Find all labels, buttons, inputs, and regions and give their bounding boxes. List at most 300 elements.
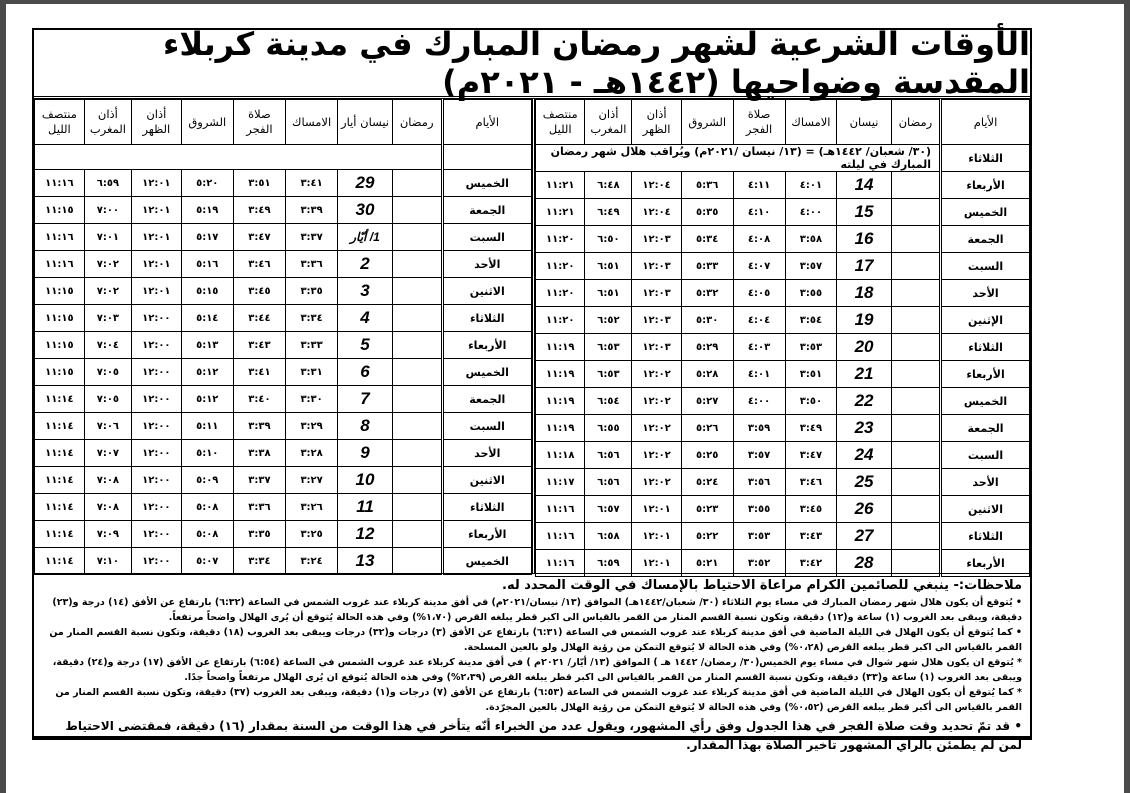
gregorian-date-cell: 5 xyxy=(338,332,393,359)
imsak-cell: ٣:٣٩ xyxy=(286,197,338,224)
header-cell: صلاة الفجر xyxy=(233,100,285,145)
notes-heading: ملاحظات:- ينبغي للصائمين الكرام مراعاة الاحتياط بالإمساك في الوقت المحدد له. xyxy=(502,578,1022,593)
gregorian-date-cell: 1/ أيّار xyxy=(338,224,393,251)
maghrib-cell: ٦:٥٩ xyxy=(84,170,131,197)
maghrib-cell: ٦:٥٦ xyxy=(585,469,632,496)
gregorian-date-cell: 24 xyxy=(837,442,891,469)
day-cell: الاثنين xyxy=(442,278,531,305)
midnight-cell: ١١:١٥ xyxy=(35,359,85,386)
ramadan-cell xyxy=(392,413,442,440)
day-cell: الإثنين xyxy=(941,307,1030,334)
timetable-right-grid xyxy=(535,99,1030,577)
header-cell: الأيام xyxy=(442,100,531,145)
header-cell: منتصف الليل xyxy=(536,100,585,145)
header-cell: الأيام xyxy=(941,100,1030,145)
gregorian-date-cell: 10 xyxy=(338,467,393,494)
maghrib-cell: ٦:٥٤ xyxy=(585,388,632,415)
gregorian-date-cell: 27 xyxy=(837,523,891,550)
sunrise-cell: ٥:٣٣ xyxy=(681,253,733,280)
dhuhr-cell: ١٢:٠٢ xyxy=(632,361,681,388)
gregorian-date-cell: 20 xyxy=(837,334,891,361)
midnight-cell: ١١:١٤ xyxy=(35,413,85,440)
dhuhr-cell: ١٢:٠١ xyxy=(632,496,681,523)
maghrib-cell: ٦:٥١ xyxy=(585,280,632,307)
imsak-cell: ٣:٢٦ xyxy=(286,494,338,521)
day-cell: الأربعاء xyxy=(941,172,1030,199)
ramadan-cell xyxy=(392,224,442,251)
viewer-frame-left xyxy=(0,0,6,793)
maghrib-cell: ٧:٠٥ xyxy=(84,386,131,413)
maghrib-cell: ٦:٤٨ xyxy=(585,172,632,199)
gregorian-date-cell: 22 xyxy=(837,388,891,415)
midnight-cell: ١١:٢١ xyxy=(536,199,585,226)
ramadan-cell xyxy=(891,199,940,226)
gregorian-date-cell: 2 xyxy=(338,251,393,278)
fajr-cell: ٤:١٠ xyxy=(733,199,785,226)
gregorian-date-cell: 19 xyxy=(837,307,891,334)
page-title: الأوقات الشرعية لشهر رمضان المبارك في مدينة كربلاء المقدسة وضواحيها (١٤٤٢هـ - ٢٠٢١م) xyxy=(34,30,1030,99)
ramadan-cell xyxy=(891,334,940,361)
dhuhr-cell: ١٢:٠١ xyxy=(131,251,181,278)
maghrib-cell: ٧:٠٢ xyxy=(84,251,131,278)
gregorian-date-cell: 18 xyxy=(837,280,891,307)
table-row xyxy=(35,197,532,224)
day-cell: الثلاثاء xyxy=(941,334,1030,361)
imsak-cell: ٣:٥٨ xyxy=(785,226,837,253)
sunrise-cell: ٥:١٩ xyxy=(181,197,233,224)
header-cell: الامساك xyxy=(286,100,338,145)
sunrise-cell: ٥:١٦ xyxy=(181,251,233,278)
dhuhr-cell: ١٢:٠٠ xyxy=(131,548,181,575)
header-cell: الامساك xyxy=(785,100,837,145)
announce-row xyxy=(536,145,1030,172)
ramadan-cell xyxy=(891,226,940,253)
day-cell: الثلاثاء xyxy=(442,305,531,332)
empty-cell xyxy=(35,145,443,170)
sunrise-cell: ٥:١٢ xyxy=(181,386,233,413)
maghrib-cell: ٧:٠٢ xyxy=(84,278,131,305)
maghrib-cell: ٧:٠٣ xyxy=(84,305,131,332)
dhuhr-cell: ١٢:٠٠ xyxy=(131,440,181,467)
announce-text: (٣٠/ شعبان/ ١٤٤٢هـ) = (١٣/ نيسان /٢٠٢١م) ويُراقب هلال شهر رمضان المبارك في ليلته xyxy=(536,145,941,172)
gregorian-date-cell: 4 xyxy=(338,305,393,332)
sunrise-cell: ٥:١٧ xyxy=(181,224,233,251)
header-cell: صلاة الفجر xyxy=(733,100,785,145)
day-cell: الجمعة xyxy=(941,415,1030,442)
imsak-cell: ٣:٢٨ xyxy=(286,440,338,467)
dhuhr-cell: ١٢:٠٠ xyxy=(131,413,181,440)
notes-section xyxy=(34,574,1030,755)
fajr-cell: ٤:٠٧ xyxy=(733,253,785,280)
sunrise-cell: ٥:٠٧ xyxy=(181,548,233,575)
midnight-cell: ١١:١٤ xyxy=(35,467,85,494)
maghrib-cell: ٧:٠٥ xyxy=(84,359,131,386)
note-item: • كما يُتوقع أن يكون الهلال في الليلة الماضية في أفق مدينة كربلاء عند غروب الشمس في الساعة (٦:٣١) بارتفاع عن الأفق (٣) درجات و(٣٢) درجات ويبقى بعد الغروب (١٨) دقيقة، وتكون نسبة القسم المنار من القمر بالقياس الى اكبر قطر يبلغه القرص (٠،٢٨%) وفي هذه الحالة لا يُتوقع التمكن من رؤية الهلال ولو بالعين المسلحة. xyxy=(49,627,1022,653)
maghrib-cell: ٧:٠٩ xyxy=(84,521,131,548)
table-row xyxy=(536,307,1030,334)
maghrib-cell: ٧:٠٨ xyxy=(84,467,131,494)
dhuhr-cell: ١٢:٠١ xyxy=(131,170,181,197)
fajr-cell: ٤:٠٣ xyxy=(733,334,785,361)
ramadan-cell xyxy=(392,170,442,197)
table-row xyxy=(536,442,1030,469)
table-row xyxy=(536,226,1030,253)
dhuhr-cell: ١٢:٠٢ xyxy=(632,415,681,442)
gregorian-date-cell: 29 xyxy=(338,170,393,197)
dhuhr-cell: ١٢:٠٤ xyxy=(632,199,681,226)
dhuhr-cell: ١٢:٠٣ xyxy=(632,334,681,361)
gregorian-date-cell: 28 xyxy=(837,550,891,577)
ramadan-cell xyxy=(891,388,940,415)
imsak-cell: ٣:٣٤ xyxy=(286,305,338,332)
dhuhr-cell: ١٢:٠٠ xyxy=(131,386,181,413)
maghrib-cell: ٦:٥٦ xyxy=(585,442,632,469)
sunrise-cell: ٥:٢٣ xyxy=(681,496,733,523)
day-cell: الجمعة xyxy=(941,226,1030,253)
fajr-cell: ٣:٤٤ xyxy=(233,305,285,332)
table-row xyxy=(536,253,1030,280)
midnight-cell: ١١:٢٠ xyxy=(536,226,585,253)
fajr-cell: ٣:٤١ xyxy=(233,359,285,386)
day-cell: الأحد xyxy=(941,469,1030,496)
sunrise-cell: ٥:١٠ xyxy=(181,440,233,467)
midnight-cell: ١١:١٦ xyxy=(35,224,85,251)
header-cell: نيسان xyxy=(837,100,891,145)
midnight-cell: ١١:١٧ xyxy=(536,469,585,496)
document-page xyxy=(32,25,1032,752)
midnight-cell: ١١:٢٠ xyxy=(536,253,585,280)
timetable-left-grid xyxy=(34,99,532,575)
dhuhr-cell: ١٢:٠١ xyxy=(632,550,681,577)
ramadan-cell xyxy=(392,467,442,494)
imsak-cell: ٣:٤٩ xyxy=(785,415,837,442)
sunrise-cell: ٥:٣٢ xyxy=(681,280,733,307)
midnight-cell: ١١:١٥ xyxy=(35,305,85,332)
fajr-cell: ٤:٠٨ xyxy=(733,226,785,253)
imsak-cell: ٣:٤٧ xyxy=(785,442,837,469)
day-cell: السبت xyxy=(941,253,1030,280)
fajr-cell: ٤:٠٥ xyxy=(733,280,785,307)
sunrise-cell: ٥:٢٠ xyxy=(181,170,233,197)
midnight-cell: ١١:١٥ xyxy=(35,332,85,359)
fajr-cell: ٣:٥١ xyxy=(233,170,285,197)
sunrise-cell: ٥:١٢ xyxy=(181,359,233,386)
imsak-cell: ٣:٥٥ xyxy=(785,280,837,307)
fajr-cell: ٣:٥٥ xyxy=(733,496,785,523)
note-final: • قد تمّ تحديد وقت صلاة الفجر في هذا الجدول وفق رأي المشهور، ويقول عدد من الخبراء أنّه يتأخر في هذا الوقت من السنة بمقدار (١٦) دقيقة، فمقتضى الاحتياط لمن لم يطمئن بالرأي المشهور تأخير الصلاة بهذا المقدار. xyxy=(65,719,1022,752)
maghrib-cell: ٧:١٠ xyxy=(84,548,131,575)
imsak-cell: ٣:٥١ xyxy=(785,361,837,388)
fajr-cell: ٣:٤٩ xyxy=(233,197,285,224)
imsak-cell: ٣:٢٧ xyxy=(286,467,338,494)
viewer-scrollbar[interactable] xyxy=(1124,0,1130,793)
midnight-cell: ١١:١٤ xyxy=(35,386,85,413)
fajr-cell: ٣:٥٧ xyxy=(733,442,785,469)
fajr-cell: ٤:٠٠ xyxy=(733,388,785,415)
table-row xyxy=(536,415,1030,442)
gregorian-date-cell: 26 xyxy=(837,496,891,523)
sunrise-cell: ٥:٢٧ xyxy=(681,388,733,415)
table-row xyxy=(35,305,532,332)
ramadan-cell xyxy=(891,415,940,442)
sunrise-cell: ٥:١٣ xyxy=(181,332,233,359)
midnight-cell: ١١:١٩ xyxy=(536,415,585,442)
imsak-cell: ٣:٢٥ xyxy=(286,521,338,548)
imsak-cell: ٣:٥٧ xyxy=(785,253,837,280)
day-cell: الخميس xyxy=(941,388,1030,415)
sunrise-cell: ٥:٣٠ xyxy=(681,307,733,334)
fajr-cell: ٣:٥٦ xyxy=(733,469,785,496)
ramadan-cell xyxy=(392,278,442,305)
ramadan-cell xyxy=(891,469,940,496)
maghrib-cell: ٧:٠١ xyxy=(84,224,131,251)
table-row xyxy=(536,280,1030,307)
sunrise-cell: ٥:١١ xyxy=(181,413,233,440)
sunrise-cell: ٥:٢٢ xyxy=(681,523,733,550)
header-row xyxy=(35,100,532,145)
timetable-left xyxy=(34,99,532,573)
day-cell: الأحد xyxy=(442,251,531,278)
ramadan-cell xyxy=(392,494,442,521)
table-row xyxy=(536,550,1030,577)
maghrib-cell: ٦:٥٩ xyxy=(585,550,632,577)
maghrib-cell: ٦:٤٩ xyxy=(585,199,632,226)
dhuhr-cell: ١٢:٠٣ xyxy=(632,307,681,334)
dhuhr-cell: ١٢:٠٣ xyxy=(632,226,681,253)
gregorian-date-cell: 15 xyxy=(837,199,891,226)
imsak-cell: ٣:٣٣ xyxy=(286,332,338,359)
gregorian-date-cell: 9 xyxy=(338,440,393,467)
timetable-section xyxy=(34,99,1030,574)
table-row xyxy=(35,440,532,467)
maghrib-cell: ٦:٥٨ xyxy=(585,523,632,550)
header-row xyxy=(536,100,1030,145)
imsak-cell: ٣:٤٥ xyxy=(785,496,837,523)
dhuhr-cell: ١٢:٠١ xyxy=(131,278,181,305)
sunrise-cell: ٥:١٤ xyxy=(181,305,233,332)
day-cell: الخميس xyxy=(442,548,531,575)
header-cell: الشروق xyxy=(181,100,233,145)
maghrib-cell: ٧:٠٧ xyxy=(84,440,131,467)
viewer-frame-top xyxy=(0,0,1130,4)
fajr-cell: ٣:٣٤ xyxy=(233,548,285,575)
ramadan-cell xyxy=(392,305,442,332)
imsak-cell: ٣:٢٤ xyxy=(286,548,338,575)
sunrise-cell: ٥:٣٥ xyxy=(681,199,733,226)
sunrise-cell: ٥:٣٦ xyxy=(681,172,733,199)
midnight-cell: ١١:٢٠ xyxy=(536,280,585,307)
timetable-right xyxy=(532,99,1030,573)
header-cell: نيسان أيار xyxy=(338,100,393,145)
table-row xyxy=(35,521,532,548)
maghrib-cell: ٦:٥٣ xyxy=(585,361,632,388)
dhuhr-cell: ١٢:٠٠ xyxy=(131,332,181,359)
dhuhr-cell: ١٢:٠٣ xyxy=(632,280,681,307)
header-cell: رمضان xyxy=(891,100,940,145)
table-row xyxy=(35,170,532,197)
ramadan-cell xyxy=(891,496,940,523)
gregorian-date-cell: 17 xyxy=(837,253,891,280)
dhuhr-cell: ١٢:٠٢ xyxy=(632,469,681,496)
imsak-cell: ٣:٥٣ xyxy=(785,334,837,361)
gregorian-date-cell: 21 xyxy=(837,361,891,388)
fajr-cell: ٣:٥٣ xyxy=(733,523,785,550)
gregorian-date-cell: 14 xyxy=(837,172,891,199)
table-row xyxy=(536,334,1030,361)
ramadan-cell xyxy=(891,442,940,469)
midnight-cell: ١١:١٦ xyxy=(536,496,585,523)
fajr-cell: ٤:١١ xyxy=(733,172,785,199)
header-cell: منتصف الليل xyxy=(35,100,85,145)
maghrib-cell: ٦:٥٣ xyxy=(585,334,632,361)
fajr-cell: ٤:٠١ xyxy=(733,361,785,388)
dhuhr-cell: ١٢:٠٠ xyxy=(131,494,181,521)
fajr-cell: ٣:٤٠ xyxy=(233,386,285,413)
ramadan-cell xyxy=(891,172,940,199)
fajr-cell: ٣:٤٧ xyxy=(233,224,285,251)
ramadan-cell xyxy=(891,550,940,577)
table-row xyxy=(35,224,532,251)
fajr-cell: ٣:٤٥ xyxy=(233,278,285,305)
ramadan-cell xyxy=(891,361,940,388)
day-cell: الاثنين xyxy=(442,467,531,494)
table-row xyxy=(536,199,1030,226)
ramadan-cell xyxy=(392,548,442,575)
table-row xyxy=(536,361,1030,388)
dhuhr-cell: ١٢:٠١ xyxy=(131,224,181,251)
midnight-cell: ١١:١٤ xyxy=(35,521,85,548)
fajr-cell: ٣:٤٦ xyxy=(233,251,285,278)
note-item: • يُتوقع أن يكون هلال شهر رمضان المبارك في مساء يوم الثلاثاء (٣٠/ شعبان/١٤٤٢هـ) الموافق (١٣/ نيسان/٢٠٢١م) في أفق مدينة كربلاء عند غروب الشمس في الساعة (٦:٣٢) بارتفاع عن الأفق (١٤) درجة و(٢٣) دقيقة، ويبقى بعد الغروب (١) ساعة و(١٢) دقيقة، وتكون نسبة القسم المنار من القمر بالقياس الى اكبر قطر يبلغه القرص (١،٧٠%) وفي هذه الحالة يُتوقع أن يُرى الهلال واضحاً مرتفعاً. xyxy=(52,597,1022,623)
fajr-cell: ٣:٥٢ xyxy=(733,550,785,577)
midnight-cell: ١١:١٦ xyxy=(35,251,85,278)
ramadan-cell xyxy=(392,251,442,278)
day-cell: الخميس xyxy=(442,170,531,197)
gregorian-date-cell: 7 xyxy=(338,386,393,413)
table-row xyxy=(35,413,532,440)
midnight-cell: ١١:٢١ xyxy=(536,172,585,199)
imsak-cell: ٣:٤٢ xyxy=(785,550,837,577)
table-row xyxy=(536,172,1030,199)
fajr-cell: ٤:٠٤ xyxy=(733,307,785,334)
empty-row xyxy=(35,145,532,170)
day-cell: الأربعاء xyxy=(941,361,1030,388)
midnight-cell: ١١:٢٠ xyxy=(536,307,585,334)
gregorian-date-cell: 30 xyxy=(338,197,393,224)
gregorian-date-cell: 13 xyxy=(338,548,393,575)
dhuhr-cell: ١٢:٠٢ xyxy=(632,388,681,415)
table-row xyxy=(536,523,1030,550)
ramadan-cell xyxy=(392,386,442,413)
table-row xyxy=(35,494,532,521)
day-cell: الأربعاء xyxy=(442,332,531,359)
note-item: * كما يُتوقع أن يكون الهلال في الليلة الماضية في أفق مدينة كربلاء عند غروب الشمس في الساعة (٦:٥٣) بارتفاع عن الأفق (٧) درجات و(١) دقيقة، ويبقى بعد الغروب (٣٧) دقيقة، وتكون نسبة القسم المنار من القمر بالقياس الى أكبر قطر يبلغه القرص (٠،٥٢%) وفي هذه الحالة لا يُتوقع التمكن من رؤية الهلال بالعين المجرّدة. xyxy=(55,687,1022,713)
table-row xyxy=(35,278,532,305)
day-cell: الاثنين xyxy=(941,496,1030,523)
sunrise-cell: ٥:١٥ xyxy=(181,278,233,305)
dhuhr-cell: ١٢:٠٣ xyxy=(632,253,681,280)
sunrise-cell: ٥:٣٤ xyxy=(681,226,733,253)
maghrib-cell: ٧:٠٠ xyxy=(84,197,131,224)
midnight-cell: ١١:١٤ xyxy=(35,440,85,467)
gregorian-date-cell: 16 xyxy=(837,226,891,253)
gregorian-date-cell: 23 xyxy=(837,415,891,442)
note-item: * يُتوقع ان يكون هلال شهر شوال في مساء يوم الخميس(٣٠/ رمضان/ ١٤٤٢ هـ ) الموافق (١٣/ أيّار/ ٢٠٢١م ) في أفق مدينة كربلاء عند غروب الشمس في الساعة (٦:٥٤) بارتفاع عن الأفق (١٧) درجة و(٢٤) دقيقة، ويبقى بعد الغروب (١) ساعة و(٣٣) دقيقة، وتكون نسبة القسم المنار من القمر بالقياس الى اكبر قطر يبلغه القرص (٢،٣٩%) وفي هذه الحالة يُتوقع ان يُرى الهلال مرتفعاً واضحاً جدًا. xyxy=(52,657,1022,683)
sunrise-cell: ٥:٢٤ xyxy=(681,469,733,496)
fajr-cell: ٣:٣٩ xyxy=(233,413,285,440)
fajr-cell: ٣:٣٨ xyxy=(233,440,285,467)
gregorian-date-cell: 3 xyxy=(338,278,393,305)
day-cell: الجمعة xyxy=(442,197,531,224)
sunrise-cell: ٥:٢٥ xyxy=(681,442,733,469)
imsak-cell: ٣:٣٧ xyxy=(286,224,338,251)
imsak-cell: ٣:٢٩ xyxy=(286,413,338,440)
midnight-cell: ١١:١٨ xyxy=(536,442,585,469)
imsak-cell: ٣:٤٦ xyxy=(785,469,837,496)
ramadan-cell xyxy=(891,307,940,334)
ramadan-cell xyxy=(392,440,442,467)
day-cell: الجمعة xyxy=(442,386,531,413)
sunrise-cell: ٥:٠٨ xyxy=(181,521,233,548)
imsak-cell: ٣:٣٠ xyxy=(286,386,338,413)
dhuhr-cell: ١٢:٠٤ xyxy=(632,172,681,199)
gregorian-date-cell: 11 xyxy=(338,494,393,521)
day-cell: الأحد xyxy=(941,280,1030,307)
ramadan-cell xyxy=(392,197,442,224)
gregorian-date-cell: 8 xyxy=(338,413,393,440)
day-cell: الأربعاء xyxy=(442,521,531,548)
maghrib-cell: ٧:٠٦ xyxy=(84,413,131,440)
maghrib-cell: ٦:٥٢ xyxy=(585,307,632,334)
imsak-cell: ٣:٣٦ xyxy=(286,251,338,278)
dhuhr-cell: ١٢:٠٠ xyxy=(131,359,181,386)
table-row xyxy=(35,386,532,413)
day-cell: السبت xyxy=(442,413,531,440)
imsak-cell: ٣:٥٤ xyxy=(785,307,837,334)
table-row xyxy=(35,359,532,386)
imsak-cell: ٣:٣١ xyxy=(286,359,338,386)
gregorian-date-cell: 12 xyxy=(338,521,393,548)
day-cell: الأحد xyxy=(442,440,531,467)
empty-cell xyxy=(442,145,531,170)
table-row xyxy=(536,469,1030,496)
sunrise-cell: ٥:٢٨ xyxy=(681,361,733,388)
fajr-cell: ٣:٣٧ xyxy=(233,467,285,494)
day-cell: الخميس xyxy=(442,359,531,386)
fajr-cell: ٣:٥٩ xyxy=(733,415,785,442)
maghrib-cell: ٦:٥٥ xyxy=(585,415,632,442)
dhuhr-cell: ١٢:٠٢ xyxy=(632,442,681,469)
header-cell: أذان الظهر xyxy=(632,100,681,145)
imsak-cell: ٣:٤٣ xyxy=(785,523,837,550)
table-row xyxy=(35,548,532,575)
announce-day: الثلاثاء xyxy=(941,145,1030,172)
ramadan-cell xyxy=(891,280,940,307)
fajr-cell: ٣:٤٣ xyxy=(233,332,285,359)
day-cell: الأربعاء xyxy=(941,550,1030,577)
day-cell: السبت xyxy=(941,442,1030,469)
midnight-cell: ١١:١٩ xyxy=(536,334,585,361)
maghrib-cell: ٦:٥٠ xyxy=(585,226,632,253)
gregorian-date-cell: 25 xyxy=(837,469,891,496)
midnight-cell: ١١:١٤ xyxy=(35,494,85,521)
midnight-cell: ١١:١٥ xyxy=(35,278,85,305)
midnight-cell: ١١:١٦ xyxy=(536,523,585,550)
ramadan-cell xyxy=(891,253,940,280)
table-row xyxy=(35,332,532,359)
maghrib-cell: ٦:٥١ xyxy=(585,253,632,280)
midnight-cell: ١١:١٩ xyxy=(536,361,585,388)
